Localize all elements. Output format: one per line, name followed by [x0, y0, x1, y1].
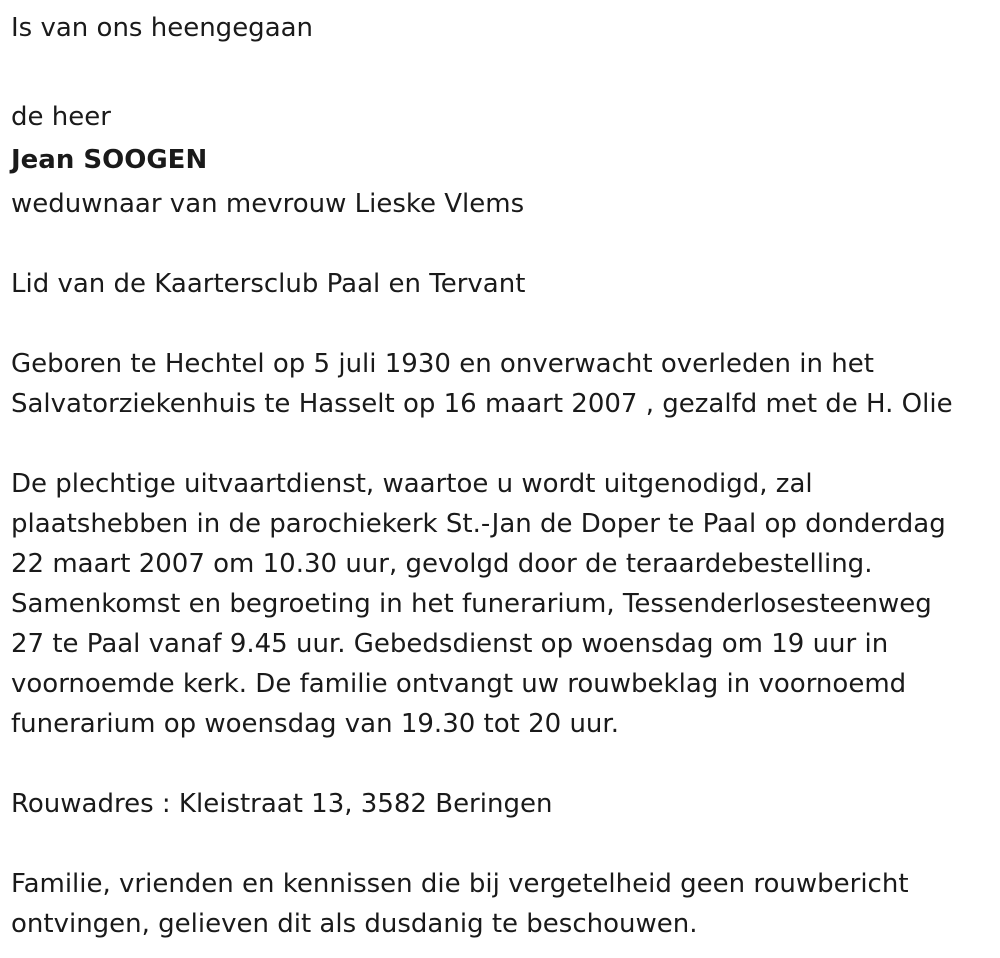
funeral-paragraph [11, 464, 991, 744]
paragraph-line: Samenkomst en begroeting in het funerarium, Tessenderlosesteenweg [11, 589, 932, 619]
paragraph-line: plaatshebben in de parochiekerk St.-Jan de Doper te Paal op donderdag [11, 509, 946, 539]
address-text: Rouwadres : Kleistraat 13, 3582 Beringen [11, 789, 553, 819]
spacer [11, 48, 991, 88]
spacer [11, 224, 991, 264]
intro-text: Is van ons heengegaan [11, 13, 314, 43]
membership-text: Lid van de Kaartersclub Paal en Tervant [11, 269, 526, 299]
birth-death-paragraph [11, 344, 991, 424]
paragraph-line: 22 maart 2007 om 10.30 uur, gevolgd door de teraardebestelling. [11, 549, 873, 579]
paragraph-line: Familie, vrienden en kennissen die bij vergetelheid geen rouwbericht [11, 869, 909, 899]
paragraph-line: 27 te Paal vanaf 9.45 uur. Gebedsdienst op woensdag om 19 uur in [11, 629, 889, 659]
paragraph-line: Geboren te Hechtel op 5 juli 1930 en onverwacht overleden in het [11, 349, 874, 379]
spacer [11, 304, 991, 344]
closing-paragraph [11, 864, 991, 944]
title-prefix: de heer [11, 102, 111, 132]
paragraph-line: De plechtige uitvaartdienst, waartoe u wordt uitgenodigd, zal [11, 469, 813, 499]
deceased-name: Jean SOOGEN [11, 145, 208, 175]
spacer [11, 424, 991, 464]
paragraph-line: funerarium op woensdag van 19.30 tot 20 uur. [11, 709, 619, 739]
death-notice [11, 8, 991, 944]
paragraph-line: Salvatorziekenhuis te Hasselt op 16 maart 2007 , gezalfd met de H. Olie [11, 389, 953, 419]
paragraph-line: ontvingen, gelieven dit als dusdanig te beschouwen. [11, 909, 698, 939]
spacer [11, 744, 991, 784]
relation-text: weduwnaar van mevrouw Lieske Vlems [11, 189, 525, 219]
paragraph-line: voornoemde kerk. De familie ontvangt uw rouwbeklag in voornoemd [11, 669, 907, 699]
spacer [11, 824, 991, 864]
